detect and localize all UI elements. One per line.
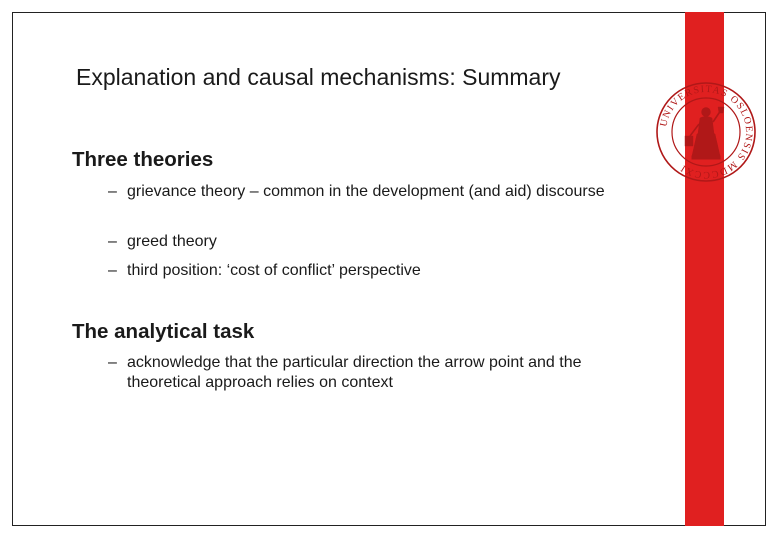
section-heading-analytical-task: The analytical task [72, 320, 255, 343]
bullet-text: grievance theory – common in the development (and aid) discourse [127, 183, 605, 200]
bullet-grievance-theory [108, 182, 608, 202]
university-seal-icon [654, 80, 758, 184]
bullet-acknowledge-context [108, 353, 638, 393]
bullet-greed-theory [108, 232, 608, 252]
svg-text:UNIVERSITAS OSLOENSIS MDCCCXI: UNIVERSITAS OSLOENSIS MDCCCXI [658, 83, 755, 181]
bullet-text: greed theory [127, 233, 217, 250]
slide-title: Explanation and causal mechanisms: Summary [76, 64, 561, 90]
bullet-marker: – [108, 354, 117, 371]
bullet-marker: – [108, 233, 117, 250]
bullet-marker: – [108, 262, 117, 279]
bullet-text: acknowledge that the particular direction the arrow point and the theoretical approach relies on context [127, 354, 582, 391]
bullet-marker: – [108, 183, 117, 200]
bullet-text: third position: ‘cost of conflict’ perspective [127, 262, 421, 279]
section-heading-three-theories: Three theories [72, 148, 214, 171]
bullet-third-position [108, 261, 628, 281]
